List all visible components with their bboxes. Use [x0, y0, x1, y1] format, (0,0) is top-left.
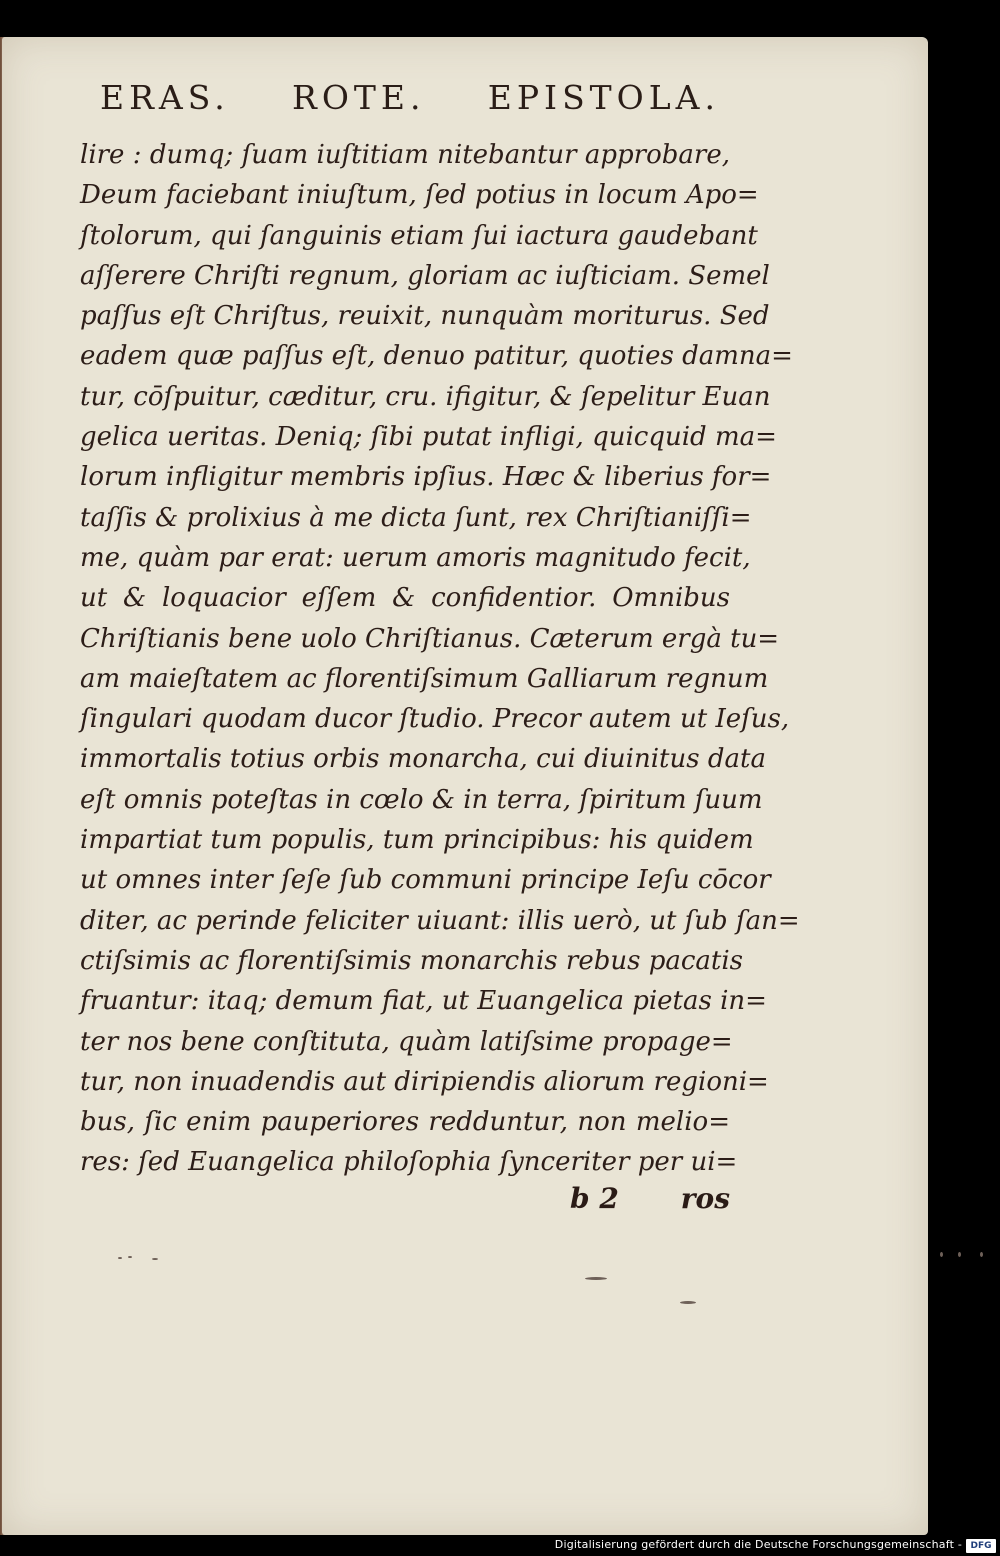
text-line: ſtolorum, qui ſanguinis etiam ſui iactura gaudebant: [80, 220, 758, 251]
text-line: paſſus eſt Chriſtus, reuixit, nunquàm moriturus. Sed: [80, 301, 770, 332]
text-line: am maieſtatem ac florentiſsimum Galliarum regnum: [80, 663, 769, 694]
text-line: Deum faciebant iniuſtum, ſed potius in locum Apo=: [80, 180, 759, 211]
paper-speck: [128, 1256, 132, 1258]
text-line: res: ſed Euangelica philoſophia ſynceriter per ui=: [80, 1147, 738, 1178]
paper-speck: [118, 1257, 122, 1259]
text-line: me, quàm par erat: uerum amoris magnitudo fecit,: [80, 542, 751, 573]
text-line: taſſis & prolixius à me dicta ſunt, rex Chriſtianiſſi=: [80, 502, 752, 533]
text-line: immortalis totius orbis monarcha, cui diuinitus data: [80, 744, 766, 775]
body-text: [80, 135, 800, 1183]
paper-speck: [940, 1252, 943, 1257]
dfg-logo-icon: DFG: [966, 1539, 996, 1553]
paper-speck: [958, 1252, 961, 1257]
text-line: eadem quæ paſſus eſt, denuo patitur, quoties damna=: [80, 341, 793, 372]
text-line: impartiat tum populis, tum principibus: his quidem: [80, 825, 754, 856]
text-line: diter, ac perinde feliciter uiuant: illis uerò, ut ſub ſan=: [80, 905, 800, 936]
running-head-part-2: ROTE.: [291, 78, 426, 117]
paper-speck: [152, 1258, 158, 1260]
text-line: ſingulari quodam ducor ſtudio. Precor autem ut Ieſus,: [80, 704, 790, 735]
running-head: [100, 78, 720, 117]
signature-mark: b 2: [570, 1182, 619, 1215]
text-line: ut omnes inter ſeſe ſub communi principe Ieſu cōcor: [80, 865, 771, 896]
text-line: lorum infligitur membris ipſius. Hæc & liberius for=: [80, 462, 772, 493]
running-head-part-3: EPISTOLA.: [487, 78, 720, 117]
catchword: ros: [680, 1182, 730, 1215]
paper-speck: [585, 1277, 607, 1280]
text-line: lire : dumq; ſuam iuſtitiam nitebantur approbare,: [80, 140, 730, 170]
text-line: tur, non inuadendis aut diripiendis aliorum regioni=: [80, 1066, 769, 1097]
paper-speck: [680, 1301, 696, 1304]
funding-credit: Digitalisierung gefördert durch die Deutsche Forschungsgemeinschaft -: [554, 1538, 962, 1551]
text-line: tur, cōſpuitur, cæditur, cru. ifigitur, & ſepelitur Euan: [80, 381, 771, 412]
text-line: aſſerere Chriſti regnum, gloriam ac iuſticiam. Semel: [80, 260, 770, 291]
text-line: gelica ueritas. Deniq; ſibi putat infligi, quicquid ma=: [80, 422, 777, 453]
text-line: ctiſsimis ac florentiſsimis monarchis rebus pacatis: [80, 945, 744, 976]
text-line: fruantur: itaq; demum fiat, ut Euangelica pietas in=: [80, 986, 767, 1017]
text-line: ter nos bene conſtituta, quàm latiſsime propage=: [80, 1026, 733, 1057]
paper-speck: [980, 1252, 983, 1257]
catchline: [570, 1182, 730, 1215]
text-line: Chriſtianis bene uolo Chriſtianus. Cæterum ergà tu=: [80, 623, 780, 654]
running-head-part-1: ERAS.: [100, 78, 230, 117]
text-line: eſt omnis poteſtas in cœlo & in terra, ſpiritum ſuum: [80, 784, 763, 815]
text-line: bus, ſic enim pauperiores redduntur, non melio=: [80, 1107, 730, 1138]
text-line: ut & loquacior eſſem & confidentior. Omnibus: [80, 583, 730, 614]
